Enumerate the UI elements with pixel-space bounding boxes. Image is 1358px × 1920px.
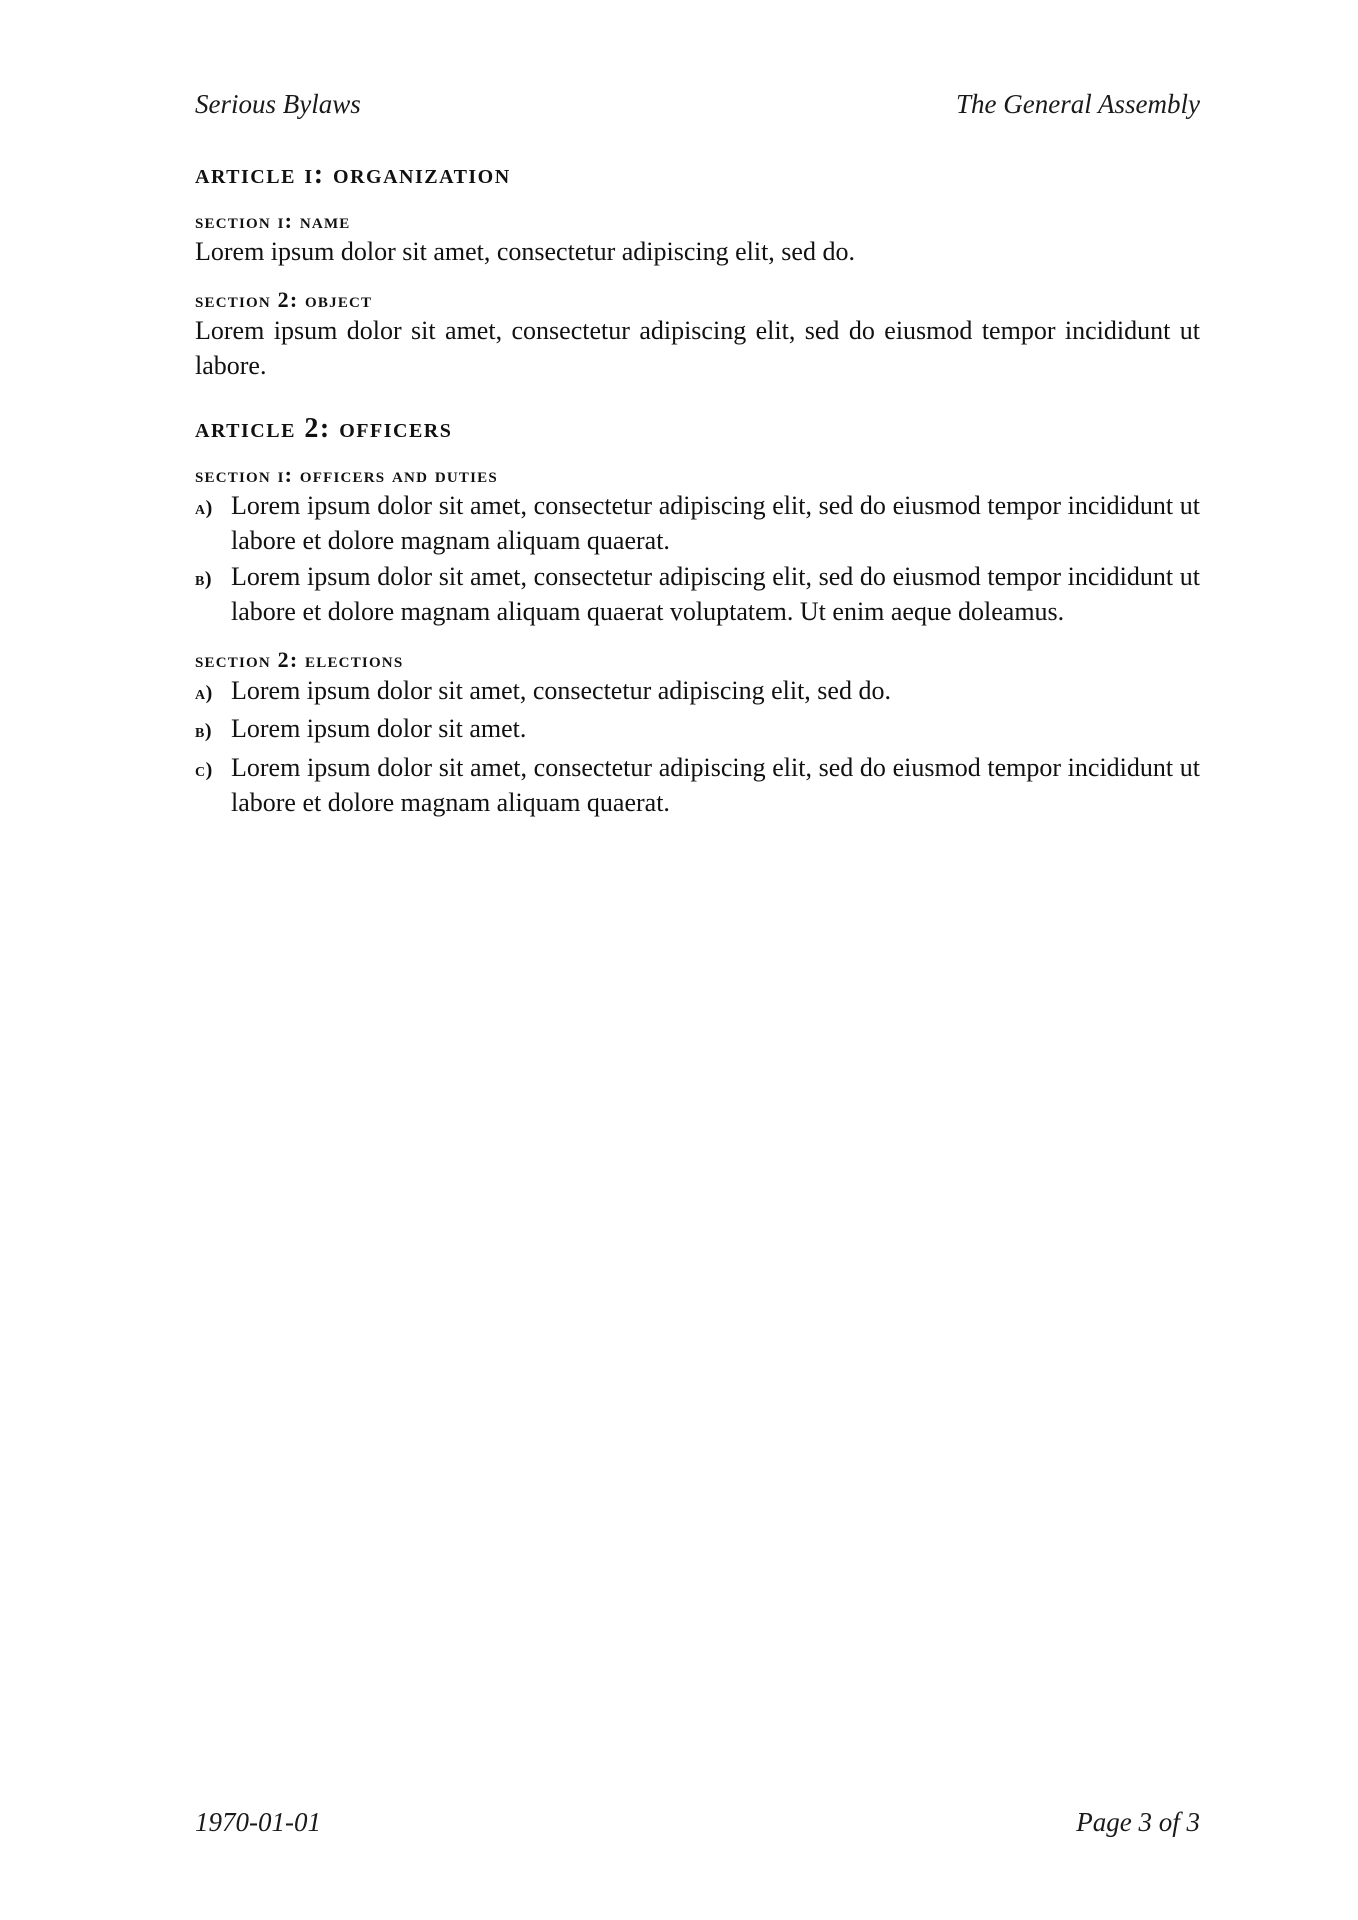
list-item-text: Lorem ipsum dolor sit amet, consectetur adipiscing elit, sed do eiusmod tempor incididunt ut labore et dolore magnam aliquam quaerat. <box>231 752 1200 817</box>
list-item-marker: b) <box>195 567 212 590</box>
section-body: Lorem ipsum dolor sit amet, consectetur adipiscing elit, sed do. <box>195 237 855 266</box>
header-organization-name: The General Assembly <box>956 89 1200 119</box>
elections-list <box>195 673 1200 821</box>
section-heading: section 2: object <box>195 286 373 312</box>
list-item-marker: c) <box>195 758 213 781</box>
footer-date: 1970-01-01 <box>195 1807 321 1837</box>
section-heading: section 2: elections <box>195 646 404 672</box>
footer-page-number: Page 3 of 3 <box>1076 1807 1200 1837</box>
list-item <box>195 711 1200 750</box>
list-item <box>195 488 1200 559</box>
list-item-marker: a) <box>195 496 213 519</box>
list-item <box>195 673 1200 712</box>
list-item-marker: b) <box>195 720 212 742</box>
document-body <box>195 160 1200 821</box>
running-header <box>195 88 1200 120</box>
running-footer <box>195 1806 1200 1838</box>
list-item-text: Lorem ipsum dolor sit amet. <box>231 714 527 743</box>
section-body: Lorem ipsum dolor sit amet, consectetur adipiscing elit, sed do eiusmod tempor incididunt ut labore. <box>195 315 1200 380</box>
list-item-text: Lorem ipsum dolor sit amet, consectetur adipiscing elit, sed do eiusmod tempor incididunt ut labore et dolore magnam aliquam quaerat. <box>231 490 1200 555</box>
section-heading: section i: name <box>195 208 351 233</box>
section-heading: section i: officers and duties <box>195 461 498 487</box>
list-item-marker: a) <box>195 681 213 704</box>
list-item <box>195 559 1200 630</box>
article-heading: article i: organization <box>195 159 511 190</box>
article-heading: article 2: officers <box>195 412 453 444</box>
list-item-text: Lorem ipsum dolor sit amet, consectetur adipiscing elit, sed do. <box>231 675 891 705</box>
list-item <box>195 750 1200 821</box>
list-item-text: Lorem ipsum dolor sit amet, consectetur adipiscing elit, sed do eiusmod tempor incididunt ut labore et dolore magnam aliquam quaerat voluptatem. Ut enim aeque doleamus. <box>231 561 1200 626</box>
header-document-title: Serious Bylaws <box>195 89 361 119</box>
officers-duties-list <box>195 488 1200 630</box>
